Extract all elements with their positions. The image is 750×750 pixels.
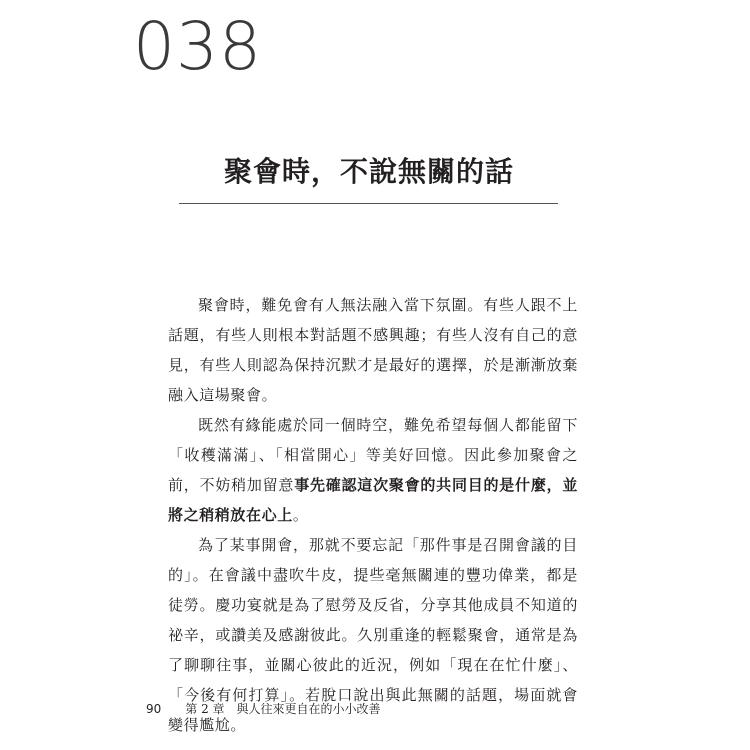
paragraph-2-emphasis: 事先確認這次聚會的共同目的是什麼，並將之稍稍放在心上 bbox=[168, 476, 578, 524]
chapter-number: 038 bbox=[133, 8, 262, 85]
paragraph-2-end: 。 bbox=[292, 506, 309, 524]
page-footer bbox=[146, 700, 381, 718]
page-title: 聚會時，不說無關的話 bbox=[223, 155, 514, 188]
paragraph-2 bbox=[168, 410, 578, 530]
page-number: 90 bbox=[146, 702, 162, 716]
body-text bbox=[168, 290, 578, 740]
paragraph-1 bbox=[168, 290, 578, 410]
running-chapter-title: 第 2 章 與人往來更自在的小小改善 bbox=[185, 702, 381, 716]
paragraph-2-text: 既然有緣能處於同一個時空，難免希望每個人都能留下「收穫滿滿」、「相當開心」等美好回憶。因此參加聚會之前，不妨稍加留意 bbox=[168, 416, 578, 494]
paragraph-3-text: 為了某事開會，那就不要忘記「那件事是召開會議的目的」。在會議中盡吹牛皮，提些毫無關連的豐功偉業，都是徒勞。慶功宴就是為了慰勞及反省，分享其他成員不知道的祕辛，或讚美及感謝彼此。久別重逢的輕鬆聚會，通常是為了聊聊往事，並關心彼此的近況，例如「現在在忙什麼」、「今後有何打算」。若脫口說出與此無關的話題，場面就會變得尷尬。 bbox=[168, 536, 578, 734]
title-divider bbox=[179, 203, 558, 204]
paragraph-1-text: 聚會時，難免會有人無法融入當下氛圍。有些人跟不上話題，有些人則根本對話題不感興趣；有些人沒有自己的意見，有些人則認為保持沉默才是最好的選擇，於是漸漸放棄融入這場聚會。 bbox=[168, 296, 578, 404]
